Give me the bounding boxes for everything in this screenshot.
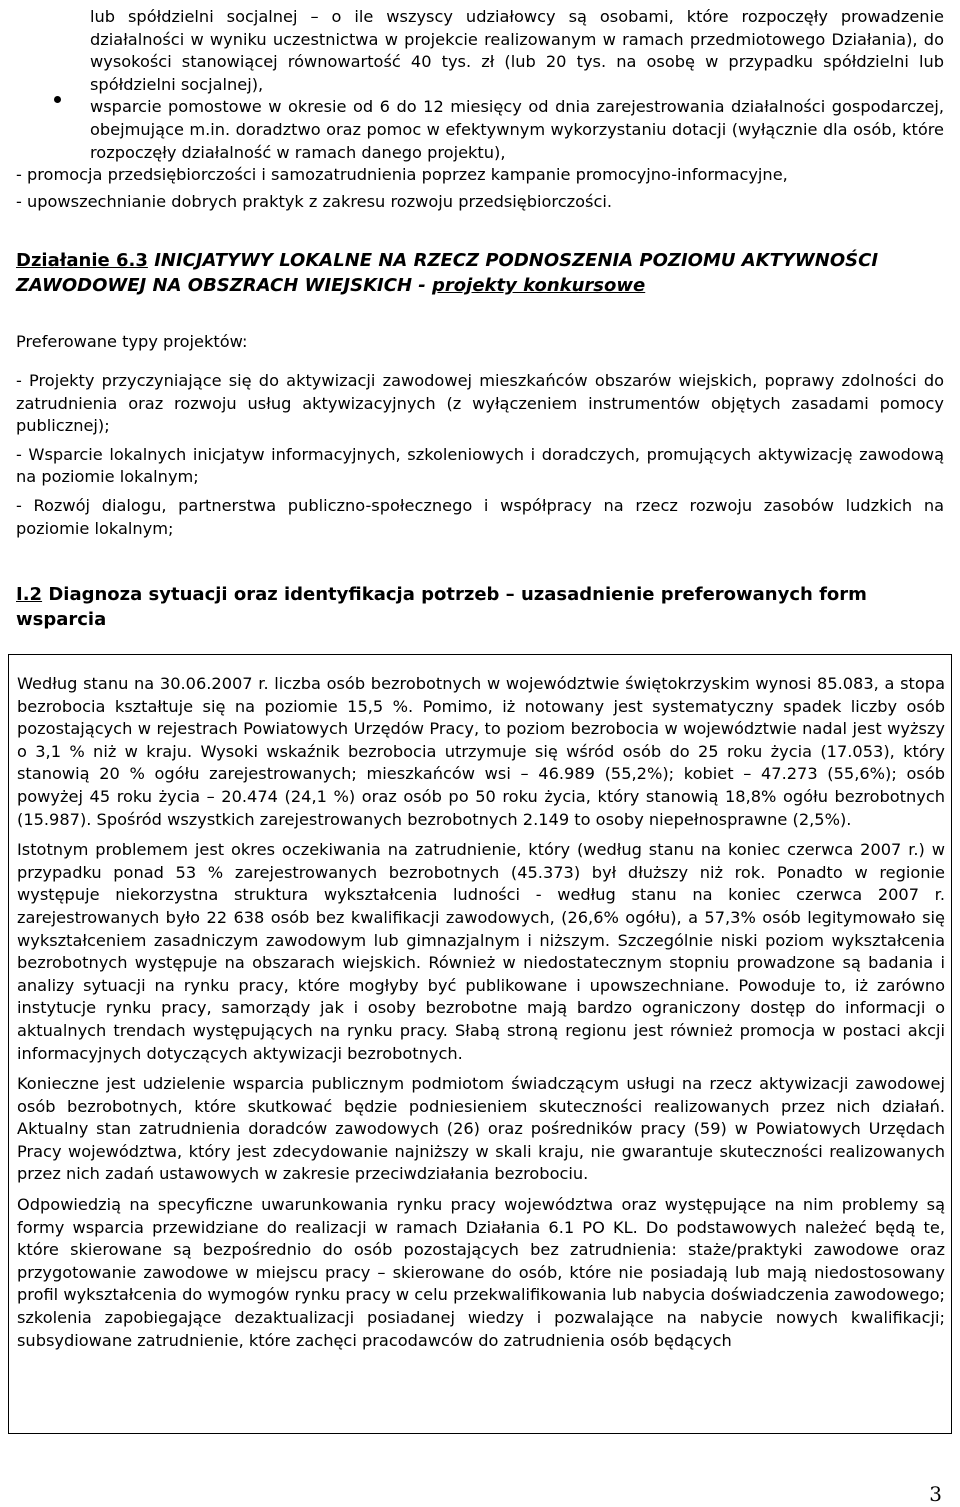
section-title: INICJATYWY LOKALNE NA RZECZ PODNOSZENIA POZIOMU AKTYWNOŚCI ZAWODOWEJ NA OBSZRACH WIEJSKICH -: [16, 250, 879, 296]
preferred-types-title: Preferowane typy projektów:: [16, 332, 248, 351]
line-promotion: - promocja przedsiębiorczości i samozatrudnienia poprzez kampanie promocyjno-informacyjne,: [16, 165, 788, 184]
diagnosis-paragraph-2: Istotnym problemem jest okres oczekiwania na zatrudnienie, który (według stanu na koniec czerwca 2007 r.) w przypadku ponad 53 % zarejestrowanych bezrobotnych (45.373) był dłuższy niż rok. Ponadto w regionie występuje niekorzystna struktura wykształcenia ludności - według stanu na koniec czerwca 2007 r. zarejestrowanych było 22 638 osób bez kwalifikacji zawodowych, (26,6% ogółu), a 57,3% osób legitymowało się wykształceniem zasadniczym zawodowym lub gimnazjalnym i niższym. Szczególnie niski poziom wykształcenia bezrobotnych występuje na obszarach wiejskich. Również w niedostatecznym stopniu prowadzone są badania i analizy sytuacji na rynku pracy, które mogłyby być publikowane i upowszechniane. Powoduje to, iż zarówno instytucje rynku pracy, samorządy jak i osoby bezrobotne mają bardzo ograniczony dostęp do informacji o aktualnych trendach występujących na rynku pracy. Słabą stroną regionu jest również promocja w postaci akcji informacyjnych dotyczących aktywizacji bezrobotnych.: [17, 840, 945, 1063]
section-label: Działanie 6.3: [16, 250, 148, 271]
bullet-item-continued: lub spółdzielni socjalnej – o ile wszyscy udziałowcy są osobami, które rozpoczęły prowadzenie działalności w wyniku uczestnictwa w projekcie realizowanym w ramach przedmiotowego Działania), do wysokości stanowiącej równowartość 40 tys. zł (lub 20 tys. na osobę w przypadku spółdzielni lub spółdzielni socjalnej),: [90, 7, 944, 94]
line-dissemination: - upowszechnianie dobrych praktyk z zakresu rozwoju przedsiębiorczości.: [16, 191, 612, 211]
page-number: 3: [929, 1482, 942, 1506]
preferred-item-3: - Rozwój dialogu, partnerstwa publiczno-społecznego i współpracy na rzecz rozwoju zasobów ludzkich na poziomie lokalnym;: [16, 495, 944, 538]
bullet-dot-icon: [54, 96, 61, 103]
diagnosis-paragraph-4: Odpowiedzią na specyficzne uwarunkowania rynku pracy województwa oraz występujące na nim problemy są formy wsparcia przewidziane do realizacji w ramach Działania 6.1 PO KL. Do podstawowych należeć będą te, które skierowane są bezpośrednio do osób pozostających bez zatrudnienia: staże/praktyki zawodowe oraz przygotowanie zawodowe w miejscu pracy – skierowane do osób, które nie posiadają lub mają niedostosowany profil wykształcenia do wymogów rynku pracy w celu przekwalifikowania lub nabycia doświadczenia zawodowego; szkolenia zapobiegające dezaktualizacji posiadanej wiedzy i pozwalające na nabycie nowych kwalifikacji; subsydiowane zatrudnienie, które zachęci pracodawców do zatrudnienia osób będących: [17, 1195, 945, 1350]
section-12-title: Diagnoza sytuacji oraz identyfikacja potrzeb – uzasadnienie preferowanych form wsparcia: [16, 584, 867, 630]
section-suffix: projekty konkursowe: [432, 275, 646, 296]
section-12-label: I.2: [16, 584, 43, 605]
top-dash-list: [16, 164, 944, 213]
bullet-item-support: wsparcie pomostowe w okresie od 6 do 12 miesięcy od dnia zarejestrowania działalności gospodarczej, obejmujące m.in. doradztwo oraz pomoc w efektywnym wykorzystaniu dotacji (wyłącznie dla osób, które rozpoczęły działalność w ramach danego projektu),: [90, 97, 944, 162]
section-heading-6-3: [16, 248, 944, 298]
diagnosis-box: [8, 654, 952, 1434]
preferred-item-2: - Wsparcie lokalnych inicjatyw informacyjnych, szkoleniowych i doradczych, promujących aktywizację zawodową na poziomie lokalnym;: [16, 444, 944, 487]
preferred-types-list: [16, 370, 944, 546]
preferred-item-1: - Projekty przyczyniające się do aktywizacji zawodowej mieszkańców obszarów wiejskich, poprawy zdolności do zatrudnienia oraz rozwoju usług aktywizacyjnych (z wyłączeniem instrumentów objętych zasadami pomocy publicznej);: [16, 371, 944, 436]
diagnosis-paragraph-1: Według stanu na 30.06.2007 r. liczba osób bezrobotnych w województwie świętokrzyskim wynosi 85.083, a stopa bezrobocia kształtuje się na poziomie 15,5 %. Pomimo, iż notowany jest systematyczny spadek liczby osób pozostających w rejestrach Powiatowych Urzędów Pracy, to poziom bezrobocia w województwie nadal jest wyższy o 3,1 % niż w kraju. Wysoki wskaźnik bezrobocia utrzymuje się wśród osób do 25 roku życia (17.053), który stanowią 20 % ogółu zarejestrowanych; mieszkańców wsi – 46.989 (55,2%); kobiet – 47.273 (55,6%); osób powyżej 45 roku życia – 20.474 (24,1 %) oraz osób po 50 roku życia, który stanowią 18,8% ogółu bezrobotnych (15.987). Spośród wszystkich zarejestrowanych bezrobotnych 2.149 to osoby niepełnosprawne (2,5%).: [17, 674, 945, 829]
bullet-list-top: [90, 6, 944, 164]
section-heading-1-2: [16, 582, 944, 632]
diagnosis-paragraph-3: Konieczne jest udzielenie wsparcia publicznym podmiotom świadczącym usługi na rzecz aktywizacji zawodowej osób bezrobotnych, które skutkować będzie podniesieniem skuteczności realizowanych przez nich działań. Aktualny stan zatrudnienia doradców zawodowych (26) oraz pośredników pracy (59) w Powiatowych Urzędach Pracy województwa, który jest zdecydowanie najniższy w skali kraju, nie gwarantuje skuteczności realizowanych przez nich zadań ustawowych w zakresie przeciwdziałania bezrobociu.: [17, 1074, 945, 1184]
